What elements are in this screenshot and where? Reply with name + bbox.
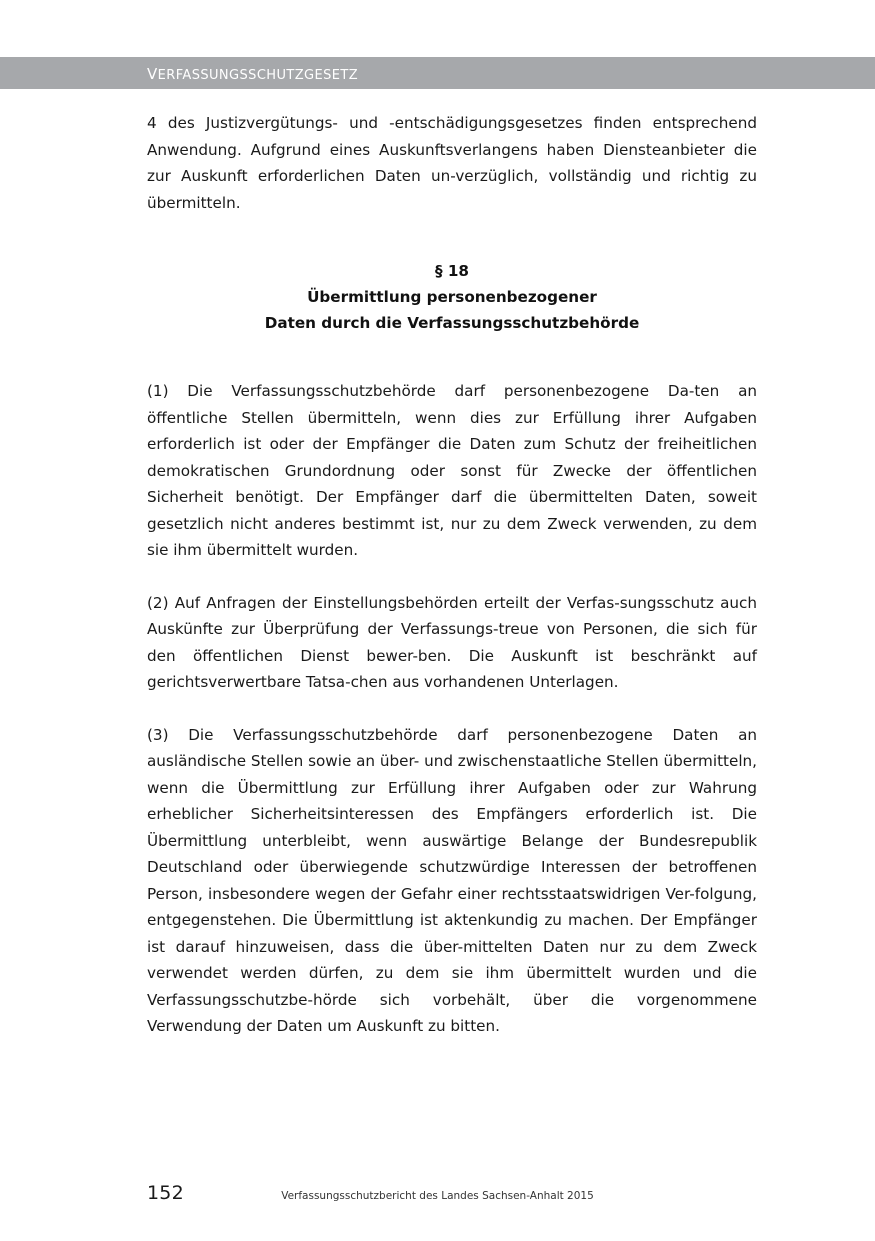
footer-note: Verfassungsschutzbericht des Landes Sachsen-Anhalt 2015 (281, 1190, 594, 1202)
paragraph-1: (1) Die Verfassungsschutzbehörde darf personenbezogene Da-ten an öffentliche Stellen übermitteln, wenn dies zur Erfüllung ihrer Aufgaben erforderlich ist oder der Empfänger die Daten zum Schutz der freiheitlichen demokratischen Grundordnung oder sonst für Zwecke der öffentlichen Sicherheit benötigt. Der Empfänger darf die übermittelten Daten, soweit gesetzlich nicht anderes bestimmt ist, nur zu dem Zweck verwenden, zu dem sie ihm übermittelt wurden. (147, 382, 757, 559)
section-number: § 18 (434, 262, 470, 280)
section-title-line-1: Übermittlung personenbezogener (307, 288, 597, 306)
paragraph-3: (3) Die Verfassungsschutzbehörde darf personenbezogene Daten an ausländische Stellen sowie an über- und zwischenstaatliche Stellen übermitteln, wenn die Übermittlung zur Erfüllung ihrer Aufgaben oder zur Wahrung erheblicher Sicherheitsinteressen des Empfängers erforderlich ist. Die Übermittlung unterbleibt, wenn auswärtige Belange der Bundesrepublik Deutschland oder überwiegende schutzwürdige Interessen der betroffenen Person, insbesondere wegen der Gefahr einer rechtsstaatswidrigen Ver-folgung, entgegenstehen. Die Übermittlung ist aktenkundig zu machen. Der Empfänger ist darauf hinzuweisen, dass die über-mittelten Daten nur zu dem Zweck verwendet werden dürfen, zu dem sie ihm übermittelt wurden und die Verfassungsschutzbe-hörde sich vorbehält, über die vorgenommene Verwendung der Daten um Auskunft zu bitten. (147, 725, 757, 1035)
spacer (147, 216, 757, 258)
page-content (147, 110, 757, 1040)
page-header-band (0, 57, 875, 89)
page-header-title: verfassungsschutzgesetz (147, 60, 359, 85)
spacer (147, 696, 757, 722)
spacer (147, 564, 757, 590)
section-heading (147, 258, 757, 336)
section-title-line-2: Daten durch die Verfassungsschutzbehörde (264, 314, 640, 332)
page-number: 152 (147, 1182, 184, 1204)
paragraph-2: (2) Auf Anfragen der Einstellungsbehörden erteilt der Verfas-sungsschutz auch Auskünfte zur Überprüfung der Verfassungs-treue von Personen, die sich für den öffentlichen Dienst bewer-ben. Die Auskunft ist beschränkt auf gerichtsverwertbare Tatsa-chen aus vorhandenen Unterlagen. (147, 593, 757, 691)
spacer (147, 336, 757, 378)
paragraph-continued: 4 des Justizvergütungs- und -entschädigungsgesetzes finden entsprechend Anwendung. Aufgrund eines Auskunftsverlangens haben Diensteanbieter die zur Auskunft erforderlichen Daten un-verzüglich, vollständig und richtig zu übermitteln. (147, 114, 757, 212)
